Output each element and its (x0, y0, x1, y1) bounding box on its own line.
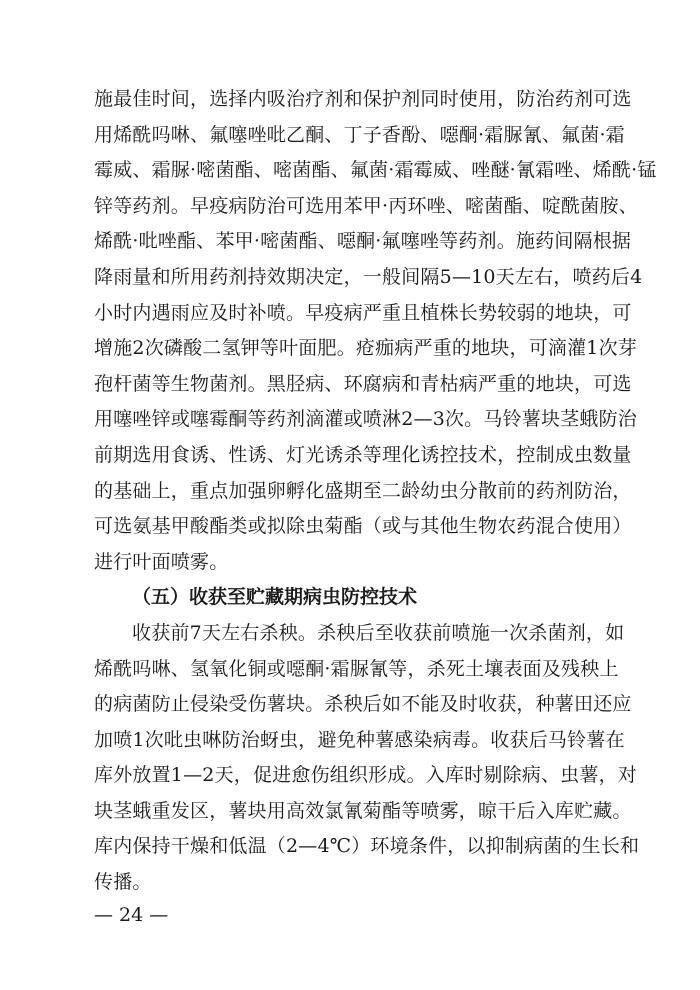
text-line: 增施2次磷酸二氢钾等叶面肥。疮痂病严重的地块，可滴灌1次芽 (94, 337, 637, 360)
paragraph-disease-control (94, 82, 657, 580)
text-line: 的基础上，重点加强卵孵化盛期至二龄幼虫分散前的药剂防治， (94, 479, 632, 502)
text-line: 传播。 (94, 871, 152, 894)
text-line: 用烯酰吗啉、氟噻唑吡乙酮、丁子香酚、噁酮·霜脲氰、氟菌·霜 (94, 123, 625, 146)
text-line: 烯酰·吡唑酯、苯甲·嘧菌酯、噁酮·氟噻唑等药剂。施药间隔根据 (94, 230, 632, 253)
paragraph-harvest-storage (94, 616, 640, 901)
text-line: 施最佳时间，选择内吸治疗剂和保护剂同时使用，防治药剂可选 (94, 88, 632, 110)
text-line: 小时内遇雨应及时补喷。早疫病严重且植株长势较弱的地块，可 (94, 301, 632, 324)
text-line: 块茎蛾重发区，薯块用高效氯氰菊酯等喷雾，晾干后入库贮藏。 (94, 799, 632, 822)
text-line: 可选氨基甲酸酯类或拟除虫菊酯（或与其他生物农药混合使用） (94, 515, 632, 538)
text-line: 霉威、霜脲·嘧菌酯、嘧菌酯、氟菌·霜霉威、唑醚·氰霜唑、烯酰·锰 (94, 159, 657, 182)
text-line: 库内保持干燥和低温（2—4℃）环境条件，以抑制病菌的生长和 (94, 835, 640, 858)
document-page (94, 82, 657, 901)
text-line: 进行叶面喷雾。 (94, 550, 229, 573)
text-line: 烯酰吗啉、氢氧化铜或噁酮·霜脲氰等，杀死土壤表面及残秧上 (94, 657, 619, 680)
text-line: 收获前7天左右杀秧。杀秧后至收获前喷施一次杀菌剂，如 (132, 621, 625, 644)
text-line: 的病菌防止侵染受伤薯块。杀秧后如不能及时收获，种薯田还应 (94, 693, 632, 716)
text-line: 加喷1次吡虫啉防治蚜虫，避免种薯感染病毒。收获后马铃薯在 (94, 728, 625, 751)
section-heading: （五）收获至贮藏期病虫防控技术 (132, 586, 418, 609)
text-line: 前期选用食诱、性诱、灯光诱杀等理化诱控技术，控制成虫数量 (94, 443, 632, 466)
page-number: — 24 — (94, 904, 169, 926)
text-line: 库外放置1—2天，促进愈伤组织形成。入库时剔除病、虫薯，对 (94, 764, 637, 787)
text-line: 用噻唑锌或噻霉酮等药剂滴灌或喷淋2—3次。马铃薯块茎蛾防治 (94, 408, 637, 431)
text-line: 锌等药剂。早疫病防治可选用苯甲·丙环唑、嘧菌酯、啶酰菌胺、 (94, 194, 638, 217)
text-line: 孢杆菌等生物菌剂。黑胫病、环腐病和青枯病严重的地块，可选 (94, 372, 632, 395)
text-line: 降雨量和所用药剂持效期决定，一般间隔5—10天左右，喷药后4 (94, 265, 643, 288)
